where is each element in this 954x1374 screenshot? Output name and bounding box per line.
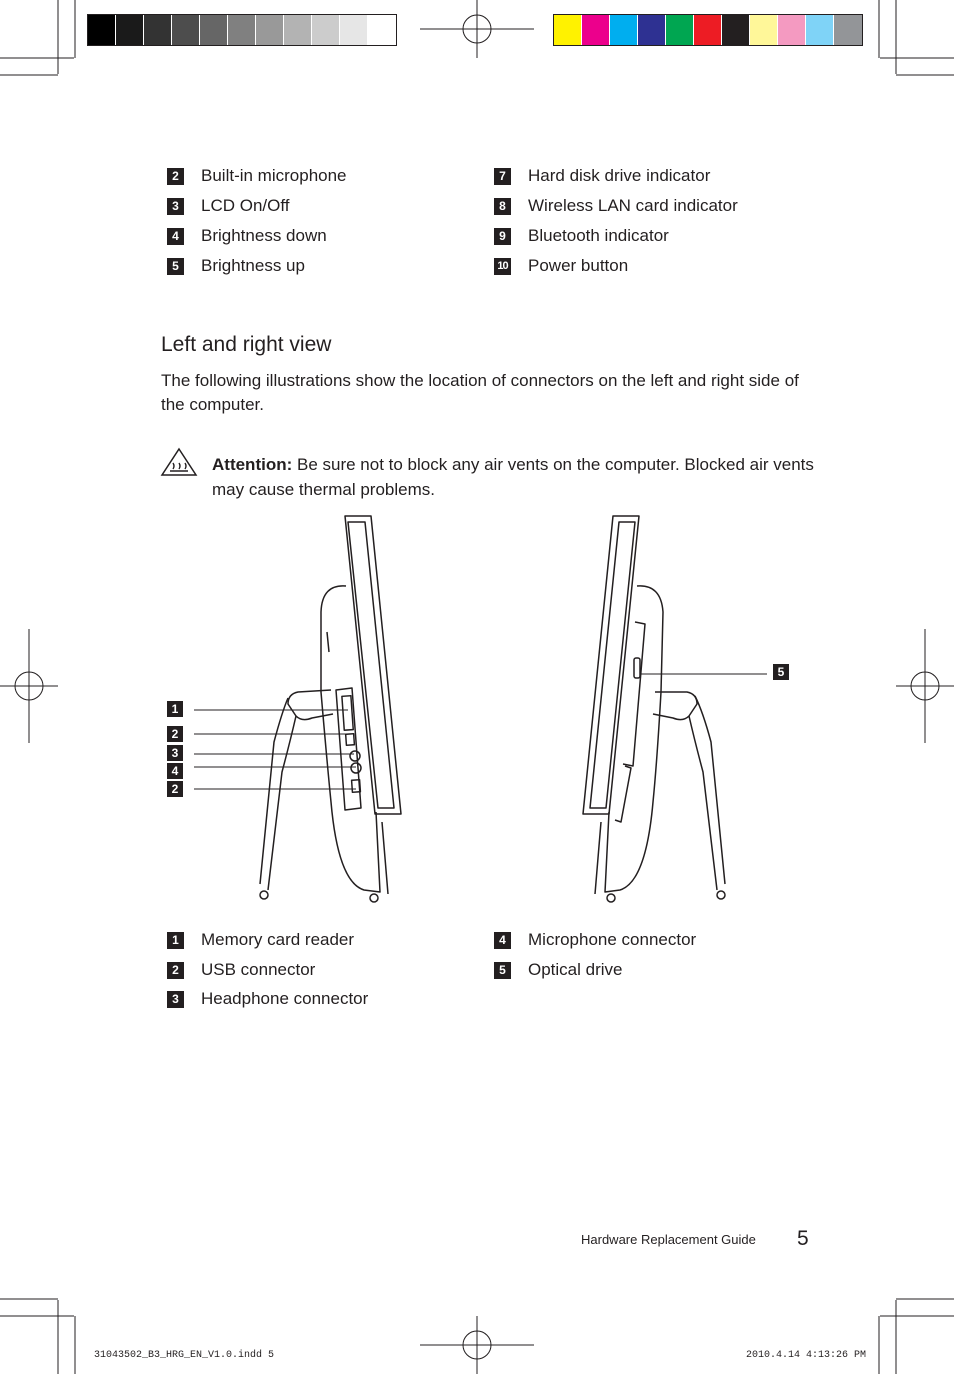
number-badge: 5 bbox=[494, 962, 511, 979]
number-badge: 2 bbox=[167, 168, 184, 185]
callout-badge: 1 bbox=[167, 701, 183, 717]
list-item bbox=[167, 164, 347, 188]
page-number: 5 bbox=[797, 1227, 809, 1250]
number-badge: 2 bbox=[167, 962, 184, 979]
slug-file-info: 31043502_B3_HRG_EN_V1.0.indd 5 bbox=[94, 1350, 275, 1361]
list-item bbox=[494, 254, 628, 278]
attention-note bbox=[212, 452, 822, 502]
attention-label: Attention: bbox=[212, 455, 293, 474]
list-item-label: Built-in microphone bbox=[201, 166, 347, 185]
number-badge: 5 bbox=[167, 258, 184, 275]
list-item-label: Memory card reader bbox=[201, 930, 355, 949]
list-item-label: Brightness up bbox=[201, 256, 305, 275]
list-item bbox=[494, 928, 696, 952]
list-item-label: Wireless LAN card indicator bbox=[528, 196, 738, 215]
list-item bbox=[494, 958, 622, 982]
list-item bbox=[167, 958, 315, 982]
list-item bbox=[167, 194, 290, 218]
hot-surface-warning-icon bbox=[160, 447, 198, 477]
number-badge: 4 bbox=[494, 932, 511, 949]
attention-text: Be sure not to block any air vents on the computer. Blocked air vents may cause thermal problems. bbox=[212, 455, 814, 499]
list-item bbox=[167, 254, 305, 278]
section-heading: Left and right view bbox=[161, 333, 332, 356]
slug-timestamp: 2010.4.14 4:13:26 PM bbox=[746, 1350, 867, 1361]
list-item bbox=[494, 224, 669, 248]
section-paragraph: The following illustrations show the location of connectors on the left and right side of the computer. bbox=[161, 371, 799, 414]
list-item-label: Microphone connector bbox=[528, 930, 697, 949]
footer-title: Hardware Replacement Guide bbox=[581, 1232, 756, 1247]
right-side-view-illustration bbox=[575, 512, 795, 907]
callout-badge: 2 bbox=[167, 781, 183, 797]
list-item bbox=[494, 164, 710, 188]
number-badge: 3 bbox=[167, 991, 184, 1008]
number-badge: 3 bbox=[167, 198, 184, 215]
list-item bbox=[494, 194, 738, 218]
list-item-label: Optical drive bbox=[528, 960, 623, 979]
list-item-label: Brightness down bbox=[201, 226, 327, 245]
callout-badge: 5 bbox=[773, 664, 789, 680]
list-item bbox=[167, 987, 368, 1011]
number-badge: 4 bbox=[167, 228, 184, 245]
list-item-label: Bluetooth indicator bbox=[528, 226, 669, 245]
list-item bbox=[167, 224, 327, 248]
callout-badge: 2 bbox=[167, 726, 183, 742]
list-item-label: LCD On/Off bbox=[201, 196, 290, 215]
number-badge: 1 bbox=[167, 932, 184, 949]
callout-badge: 4 bbox=[167, 763, 183, 779]
list-item-label: Hard disk drive indicator bbox=[528, 166, 711, 185]
number-badge: 10 bbox=[494, 258, 511, 275]
list-item-label: USB connector bbox=[201, 960, 316, 979]
list-item-label: Power button bbox=[528, 256, 629, 275]
callout-badge: 3 bbox=[167, 745, 183, 761]
number-badge: 8 bbox=[494, 198, 511, 215]
list-item bbox=[167, 928, 354, 952]
left-side-view-illustration bbox=[190, 512, 410, 907]
list-item-label: Headphone connector bbox=[201, 989, 369, 1008]
number-badge: 7 bbox=[494, 168, 511, 185]
number-badge: 9 bbox=[494, 228, 511, 245]
